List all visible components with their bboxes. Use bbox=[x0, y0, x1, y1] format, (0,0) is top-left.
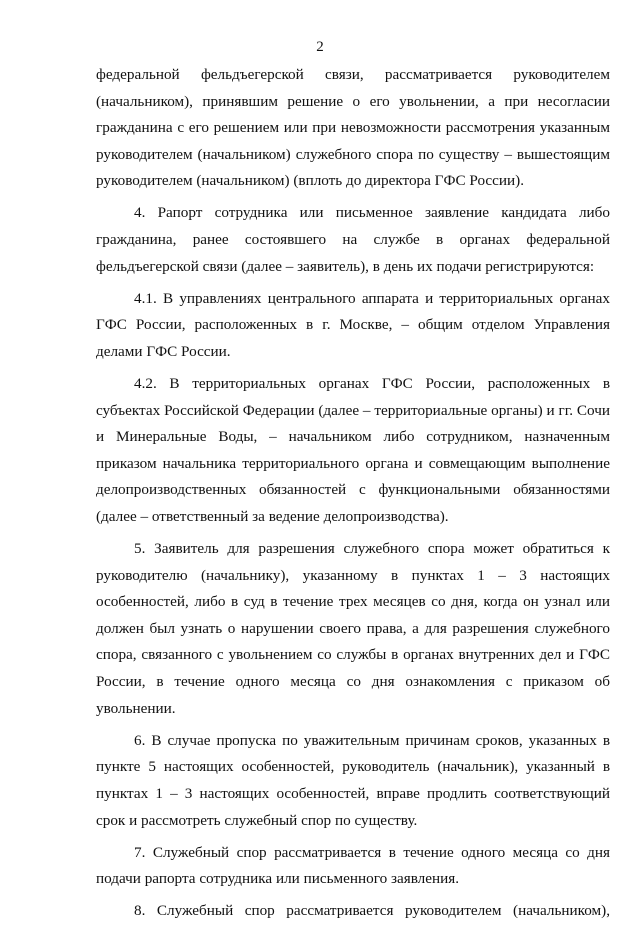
page-number: 2 bbox=[316, 39, 324, 55]
document-body bbox=[96, 62, 610, 930]
paragraph-4-1: 4.1. В управлениях центрального аппарата и территориальных органах ГФС России, расположенных в г. Москве, – общим отделом Управления делами ГФС России. bbox=[96, 289, 610, 360]
paragraph-5: 5. Заявитель для разрешения служебного спора может обратиться к руководителю (начальнику), указанному в пунктах 1 – 3 настоящих особенностей, либо в суд в течение трех месяцев со дня, когда он узнал или должен был узнать о нарушении своего права, а для разрешения служебного спора, связанного с увольнением со службы в органах внутренних дел и ГФС России, в течение одного месяца со дня ознакомления с приказом об увольнении. bbox=[96, 540, 610, 717]
paragraph-7: 7. Служебный спор рассматривается в течение одного месяца со дня подачи рапорта сотрудника или письменного заявления. bbox=[96, 843, 610, 888]
paragraph-6: 6. В случае пропуска по уважительным причинам сроков, указанных в пункте 5 настоящих особенностей, руководитель (начальник), указанный в пунктах 1 – 3 настоящих особенностей, вправе продлить соответствующий срок и рассмотреть служебный спор по существу. bbox=[96, 731, 610, 829]
paragraph-8: 8. Служебный спор рассматривается руководителем (начальником), bbox=[134, 902, 610, 920]
paragraph-4-2: 4.2. В территориальных органах ГФС России, расположенных в субъектах Российской Федерации (далее – территориальные органы) и гг. Сочи и Минеральные Воды, – начальником либо сотрудником, назначенным приказом начальника территориального органа и совмещающим выполнение делопроизводственных обязанностей с функциональными обязанностями (далее – ответственный за ведение делопроизводства). bbox=[96, 375, 610, 525]
paragraph-continuation: федеральной фельдъегерской связи, рассматривается руководителем (начальником), принявшим решение о его увольнении, а при несогласии гражданина с его решением или при невозможности рассмотрения указанным руководителем (начальником) служебного спора по существу – вышестоящим руководителем (начальником) (вплоть до директора ГФС России). bbox=[96, 66, 610, 190]
paragraph-4: 4. Рапорт сотрудника или письменное заявление кандидата либо гражданина, ранее состоявшего на службе в органах федеральной фельдъегерской связи (далее – заявитель), в день их подачи регистрируются: bbox=[96, 204, 610, 275]
